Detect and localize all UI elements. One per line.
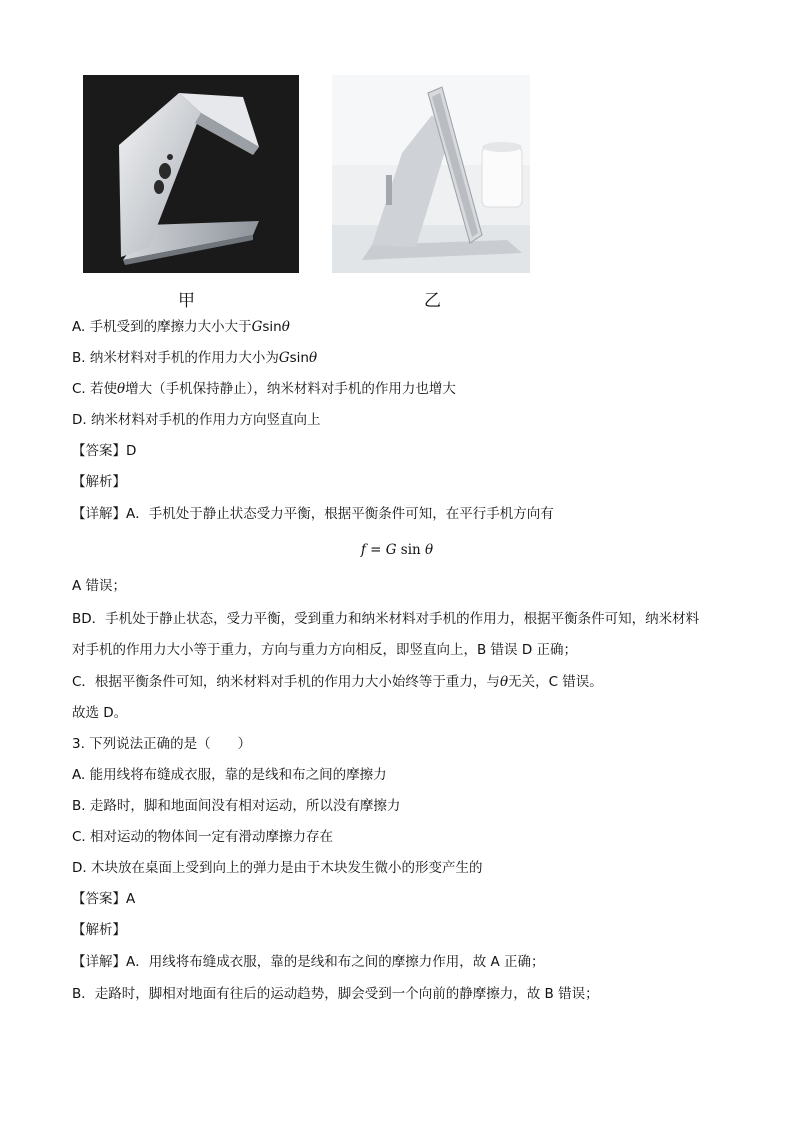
q3-option-b: B. 走路时，脚和地面间没有相对运动，所以没有摩擦力 <box>72 798 401 814</box>
figure-label-b: 乙 <box>424 291 441 311</box>
sin-text: sin <box>262 319 282 335</box>
figure-label-a: 甲 <box>178 291 195 311</box>
equals-sign: = <box>365 542 386 558</box>
q2-c-explanation <box>72 672 603 692</box>
var-theta: θ <box>308 350 318 366</box>
figure-stand-b <box>332 75 530 273</box>
q2-option-a <box>72 317 290 337</box>
q2-bd-line-1: BD．手机处于静止状态，受力平衡，受到重力和纳米材料对手机的作用力，根据平衡条件可知，纳米材料 <box>72 611 700 627</box>
q3-analysis-heading: 【解析】 <box>72 922 126 938</box>
q2-detail-a: 【详解】A．手机处于静止状态受力平衡，根据平衡条件可知，在平行手机方向有 <box>72 506 554 522</box>
sin-text: sin <box>396 542 426 558</box>
q2-option-b <box>72 348 317 368</box>
q3-detail-b: B．走路时，脚相对地面有往后的运动趋势，脚会受到一个向前的静摩擦力，故 B 错误； <box>72 986 599 1002</box>
q2-bd-line-2: 对手机的作用力大小等于重力，方向与重力方向相反，即竖直向上，B 错误 D 正确； <box>72 642 578 658</box>
q3-option-d: D. 木块放在桌面上受到向上的弹力是由于木块发生微小的形变产生的 <box>72 860 483 876</box>
q2-a-wrong: A 错误； <box>72 578 127 594</box>
phone-stand-photo-a <box>83 75 299 273</box>
q3-answer: 【答案】A <box>72 891 136 907</box>
q3-detail-a: 【详解】A．用线将布缝成衣服，靠的是线和布之间的摩擦力作用，故 A 正确； <box>72 954 545 970</box>
sin-text: sin <box>289 350 309 366</box>
q2-c-text-1: C．根据平衡条件可知，纳米材料对手机的作用力大小始终等于重力，与 <box>72 674 500 690</box>
phone-on-stand-photo-b <box>332 75 530 273</box>
var-g: G <box>251 319 263 335</box>
q2-conclusion: 故选 D。 <box>72 705 128 721</box>
q3-option-a: A. 能用线将布缝成衣服，靠的是线和布之间的摩擦力 <box>72 767 387 783</box>
q2-option-c <box>72 379 456 399</box>
var-theta: θ <box>499 674 509 690</box>
q2-option-d: D. 纳米材料对手机的作用力方向竖直向上 <box>72 412 321 428</box>
q2-analysis-heading: 【解析】 <box>72 474 126 490</box>
var-g: G <box>278 350 290 366</box>
var-theta: θ <box>425 542 434 558</box>
q3-option-c: C. 相对运动的物体间一定有滑动摩擦力存在 <box>72 829 334 845</box>
figure-stand-a <box>83 75 299 273</box>
q2-c-text-2: 无关，C 错误。 <box>508 674 603 690</box>
q2-option-c-text-1: C. 若使 <box>72 381 118 397</box>
q2-option-b-text: B. 纳米材料对手机的作用力大小为 <box>72 350 279 366</box>
var-theta: θ <box>281 319 290 335</box>
q2-answer: 【答案】D <box>72 443 137 459</box>
q2-option-a-text: A. 手机受到的摩擦力大小大于 <box>72 319 252 335</box>
q2-option-c-text-2: 增大（手机保持静止），纳米材料对手机的作用力也增大 <box>125 381 456 397</box>
q3-stem: 3. 下列说法正确的是（ ） <box>72 736 252 752</box>
var-f: f <box>360 542 366 558</box>
friction-formula <box>0 540 794 560</box>
var-theta: θ <box>117 381 126 397</box>
var-g: G <box>385 542 397 558</box>
